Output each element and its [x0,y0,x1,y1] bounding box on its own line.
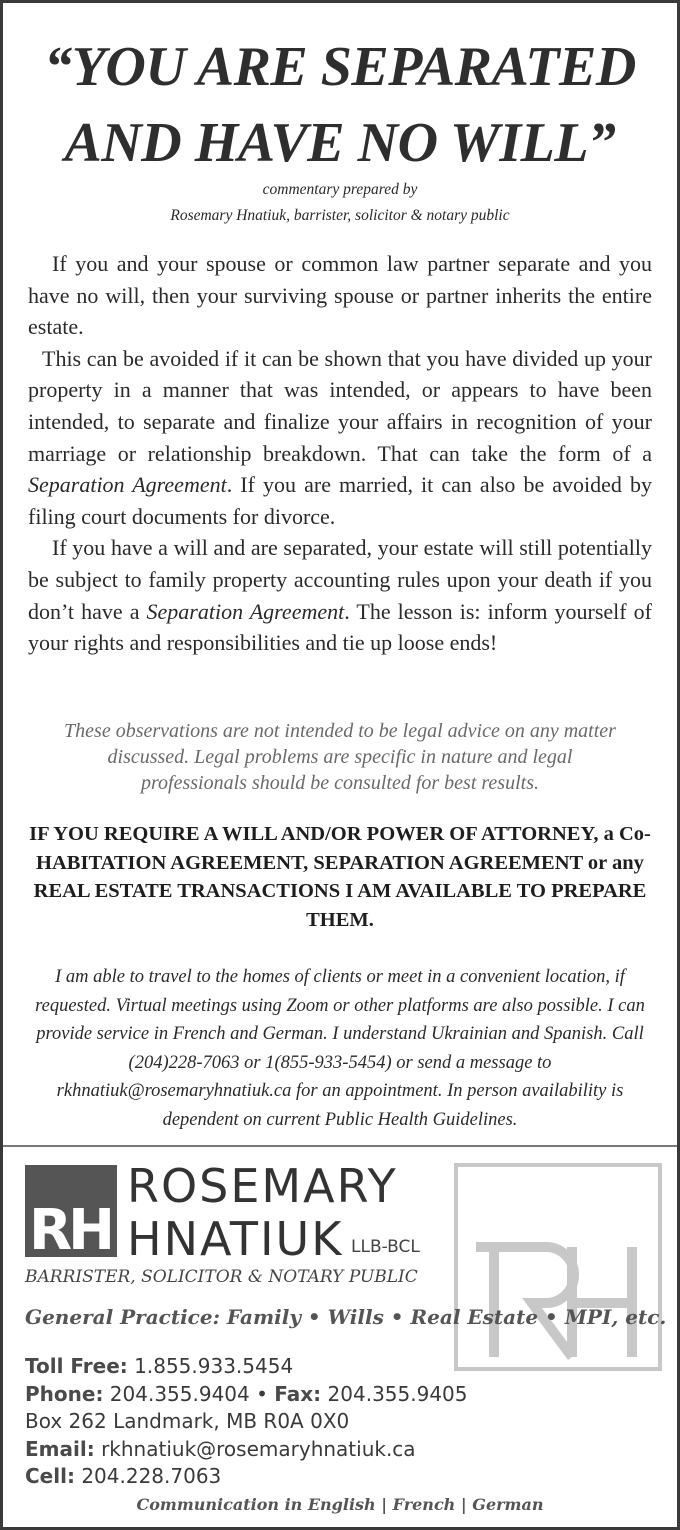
services-offer: IF YOU REQUIRE A WILL AND/OR POWER OF ATTORNEY, a Co-HABITATION AGREEMENT, SEPARATION AGREEMENT or any REAL ESTATE TRANSACTIONS I AM AVAILABLE TO PREPARE THEM. [29,823,651,931]
toll-free-line [25,1353,468,1381]
disclaimer: These observations are not intended to be legal advice on any matter discussed. Legal problems are specific in nature and legal professionals should be consulted for best results. [64,720,616,794]
firm-name-first: ROSEMARY [127,1159,398,1213]
byline-line-1: commentary prepared by [262,181,418,198]
paragraph-2-text-b: . If you are married, it can also be avoided by filing court documents for divorce. [28,472,652,529]
cell-label: Cell: [25,1464,75,1488]
paragraph-1: If you and your spouse or common law partner separate and you have no will, then your surviving spouse or partner inherits the entire estate. [28,251,652,340]
email-label: Email: [25,1436,95,1461]
byline-author: Rosemary Hnatiuk, barrister, solicitor & notary public [170,207,510,224]
contact-block [25,1353,468,1491]
rh-watermark-icon [454,1163,662,1371]
toll-free-label: Toll Free: [25,1354,128,1378]
toll-free-number: 1.855.933.5454 [134,1354,294,1378]
languages-line: Communication in English | French | German [136,1495,544,1514]
phone-fax-line [25,1381,468,1409]
headline-line-1: “YOU ARE SEPARATED [44,36,636,98]
article-body [28,248,652,659]
fax-label: Fax: [274,1381,322,1406]
email-address: rkhnatiuk@rosemaryhnatiuk.ca [101,1436,416,1461]
fax-number: 204.355.9405 [327,1381,468,1406]
phone-number: 204.355.9404 [109,1381,250,1406]
firm-tagline: BARRISTER, SOLICITOR & NOTARY PUBLIC [25,1267,418,1287]
firm-name-last: HNATIUK [127,1212,344,1266]
travel-availability: I am able to travel to the homes of clients or meet in a convenient location, if requested. Virtual meetings using Zoom or other platforms are also possible. I can provide service in French and German. I understand Ukrainian and Spanish. Call (204)228-7063 or 1(855-933-5454) or send a message to rkhnatiuk@rosemaryhnatiuk.ca for an appointment. In person availability is dependent on current Public Health Guidelines. [35,967,645,1130]
email-line [25,1436,468,1464]
paragraph-3 [28,532,652,658]
credentials: LLB-BCL [351,1237,420,1257]
headline-line-2: AND HAVE NO WILL” [64,112,616,174]
cell-line [25,1463,468,1491]
cell-number: 204.228.7063 [81,1464,222,1488]
paragraph-2-emphasis: Separation Agreement [28,472,227,498]
paragraph-2-text-a: This can be avoided if it can be shown that you have divided up your property in a manner that was intended, or appears to have been intended, to separate and finalize your affairs in recognition of your marriage or relationship breakdown. That can take the form of a [28,345,652,466]
address-line: Box 262 Landmark, MB R0A 0X0 [25,1409,350,1433]
paragraph-2 [28,343,652,533]
paragraph-3-emphasis: Separation Agreement [146,598,345,624]
byline [3,177,677,229]
headline [3,29,677,181]
phone-label: Phone: [25,1381,104,1406]
bullet-separator: • [256,1381,268,1406]
section-divider [3,1145,677,1147]
paragraph-3-text-b: . The lesson is: inform yourself of your rights and responsibilities and tie up loose ends! [28,598,652,656]
practice-areas: General Practice: Family • Wills • Real Estate • MPI, etc. [25,1305,667,1329]
rh-logo [25,1165,117,1263]
logo-mark: RH [29,1198,111,1263]
paragraph-3-text-a: If you have a will and are separated, your estate will still potentially be subject to family property accounting rules upon your death if you don’t have a [28,535,652,624]
